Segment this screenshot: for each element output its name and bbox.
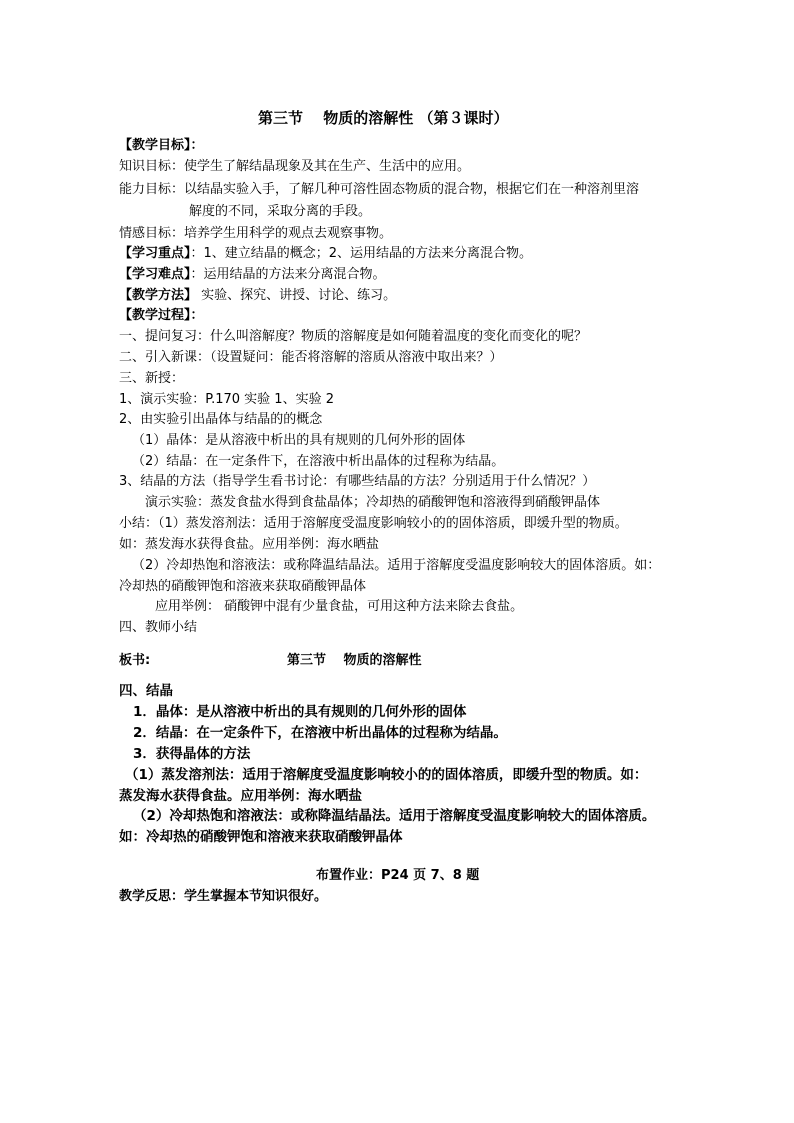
- difficulty-text: ：运用结晶的方法来分离混合物。: [190, 267, 386, 282]
- new-lesson-heading: 三、新授：: [119, 371, 185, 386]
- board-item-2: 2．结晶：在一定条件下，在溶液中析出晶体的过程称为结晶。: [133, 725, 507, 741]
- summary-line4: 冷却热的硝酸钾饱和溶液来获取硝酸钾晶体: [119, 579, 367, 594]
- knowledge-goal: 知识目标：使学生了解结晶现象及其在生产、生活中的应用。: [119, 159, 471, 174]
- crystallization-definition: （2）结晶：在一定条件下，在溶液中析出晶体的过程称为结晶。: [132, 454, 505, 469]
- board-item-5: 蒸发海水获得食盐。应用举例：海水晒盐: [119, 788, 362, 804]
- board-item-6: （2）冷却热饱和溶液法：或称降温结晶法。适用于溶解度受温度影响较大的固体溶质。: [133, 808, 656, 824]
- methods: [119, 286, 396, 306]
- board-item-7: 如：冷却热的硝酸钾饱和溶液来获取硝酸钾晶体: [119, 829, 403, 845]
- teaching-reflection: 教学反思：学生掌握本节知识很好。: [119, 889, 328, 904]
- objectives-heading: 【教学目标】：: [119, 138, 204, 153]
- board-item-4: （1）蒸发溶剂法：适用于溶解度受温度影响较小的的固体溶质，即缓升型的物质。如：: [125, 767, 648, 783]
- methods-text: 实验、探究、讲授、讨论、练习。: [197, 288, 397, 303]
- summary-line3: （2）冷却热饱和溶液法：或称降温结晶法。适用于溶解度受温度影响较大的固体溶质。如：: [132, 558, 661, 573]
- emotion-goal: 情感目标：培养学生用科学的观点去观察事物。: [119, 226, 393, 241]
- methods-label: 【教学方法】: [119, 288, 198, 303]
- key-points-text: ：1、建立结晶的概念；2、运用结晶的方法来分离混合物。: [190, 246, 533, 261]
- concept-intro: 2、由实验引出晶体与结晶的的概念: [119, 412, 323, 427]
- page-title: 第三节 物质的溶解性 （第３课时）: [258, 109, 509, 127]
- review-question: 一、提问复习：什么叫溶解度？物质的溶解度是如何随着温度的变化而变化的呢？: [119, 329, 588, 344]
- key-points-label: 【学习重点】: [119, 246, 191, 261]
- crystal-definition: （1）晶体：是从溶液中析出的具有规则的几何外形的固体: [132, 433, 466, 448]
- summary-line5: 应用举例： 硝酸钾中混有少量食盐，可用这种方法来除去食盐。: [155, 599, 524, 614]
- teacher-summary: 四、教师小结: [119, 620, 198, 635]
- board-item-3: 3．获得晶体的方法: [133, 746, 251, 762]
- key-points: [119, 244, 532, 264]
- summary-line1: 小结：（1）蒸发溶剂法：适用于溶解度受温度影响较小的的固体溶质，即缓升型的物质。: [119, 516, 628, 531]
- board-item-1: 1．晶体：是从溶液中析出的具有规则的几何外形的固体: [133, 704, 467, 720]
- difficulty-label: 【学习难点】: [119, 267, 191, 282]
- ability-goal-line2: 解度的不同，采取分离的手段。: [189, 204, 372, 219]
- ability-goal-line1: 能力目标：以结晶实验入手，了解几种可溶性固态物质的混合物，根据它们在一种溶剂里溶: [119, 182, 640, 197]
- board-label: 板书:: [119, 653, 151, 668]
- summary-line2: 如：蒸发海水获得食盐。应用举例：海水晒盐: [119, 537, 380, 552]
- board-section-heading: 四、结晶: [119, 683, 173, 699]
- homework: 布置作业：P24 页 7、8 题: [316, 868, 480, 883]
- demo-experiment: 1、演示实验：P.170 实验 1、实验 2: [119, 392, 334, 407]
- board-title: 第三节 物质的溶解性: [287, 653, 422, 668]
- process-heading: 【教学过程】：: [119, 308, 204, 323]
- method-demo: 演示实验：蒸发食盐水得到食盐晶体；冷却热的硝酸钾饱和溶液得到硝酸钾晶体: [145, 495, 601, 510]
- method-question: 3、结晶的方法（指导学生看书讨论：有哪些结晶的方法？分别适用于什么情况？）: [119, 474, 596, 489]
- difficulty: [119, 265, 386, 285]
- intro-new-lesson: 二、引入新课：（设置疑问：能否将溶解的溶质从溶液中取出来？）: [119, 350, 503, 365]
